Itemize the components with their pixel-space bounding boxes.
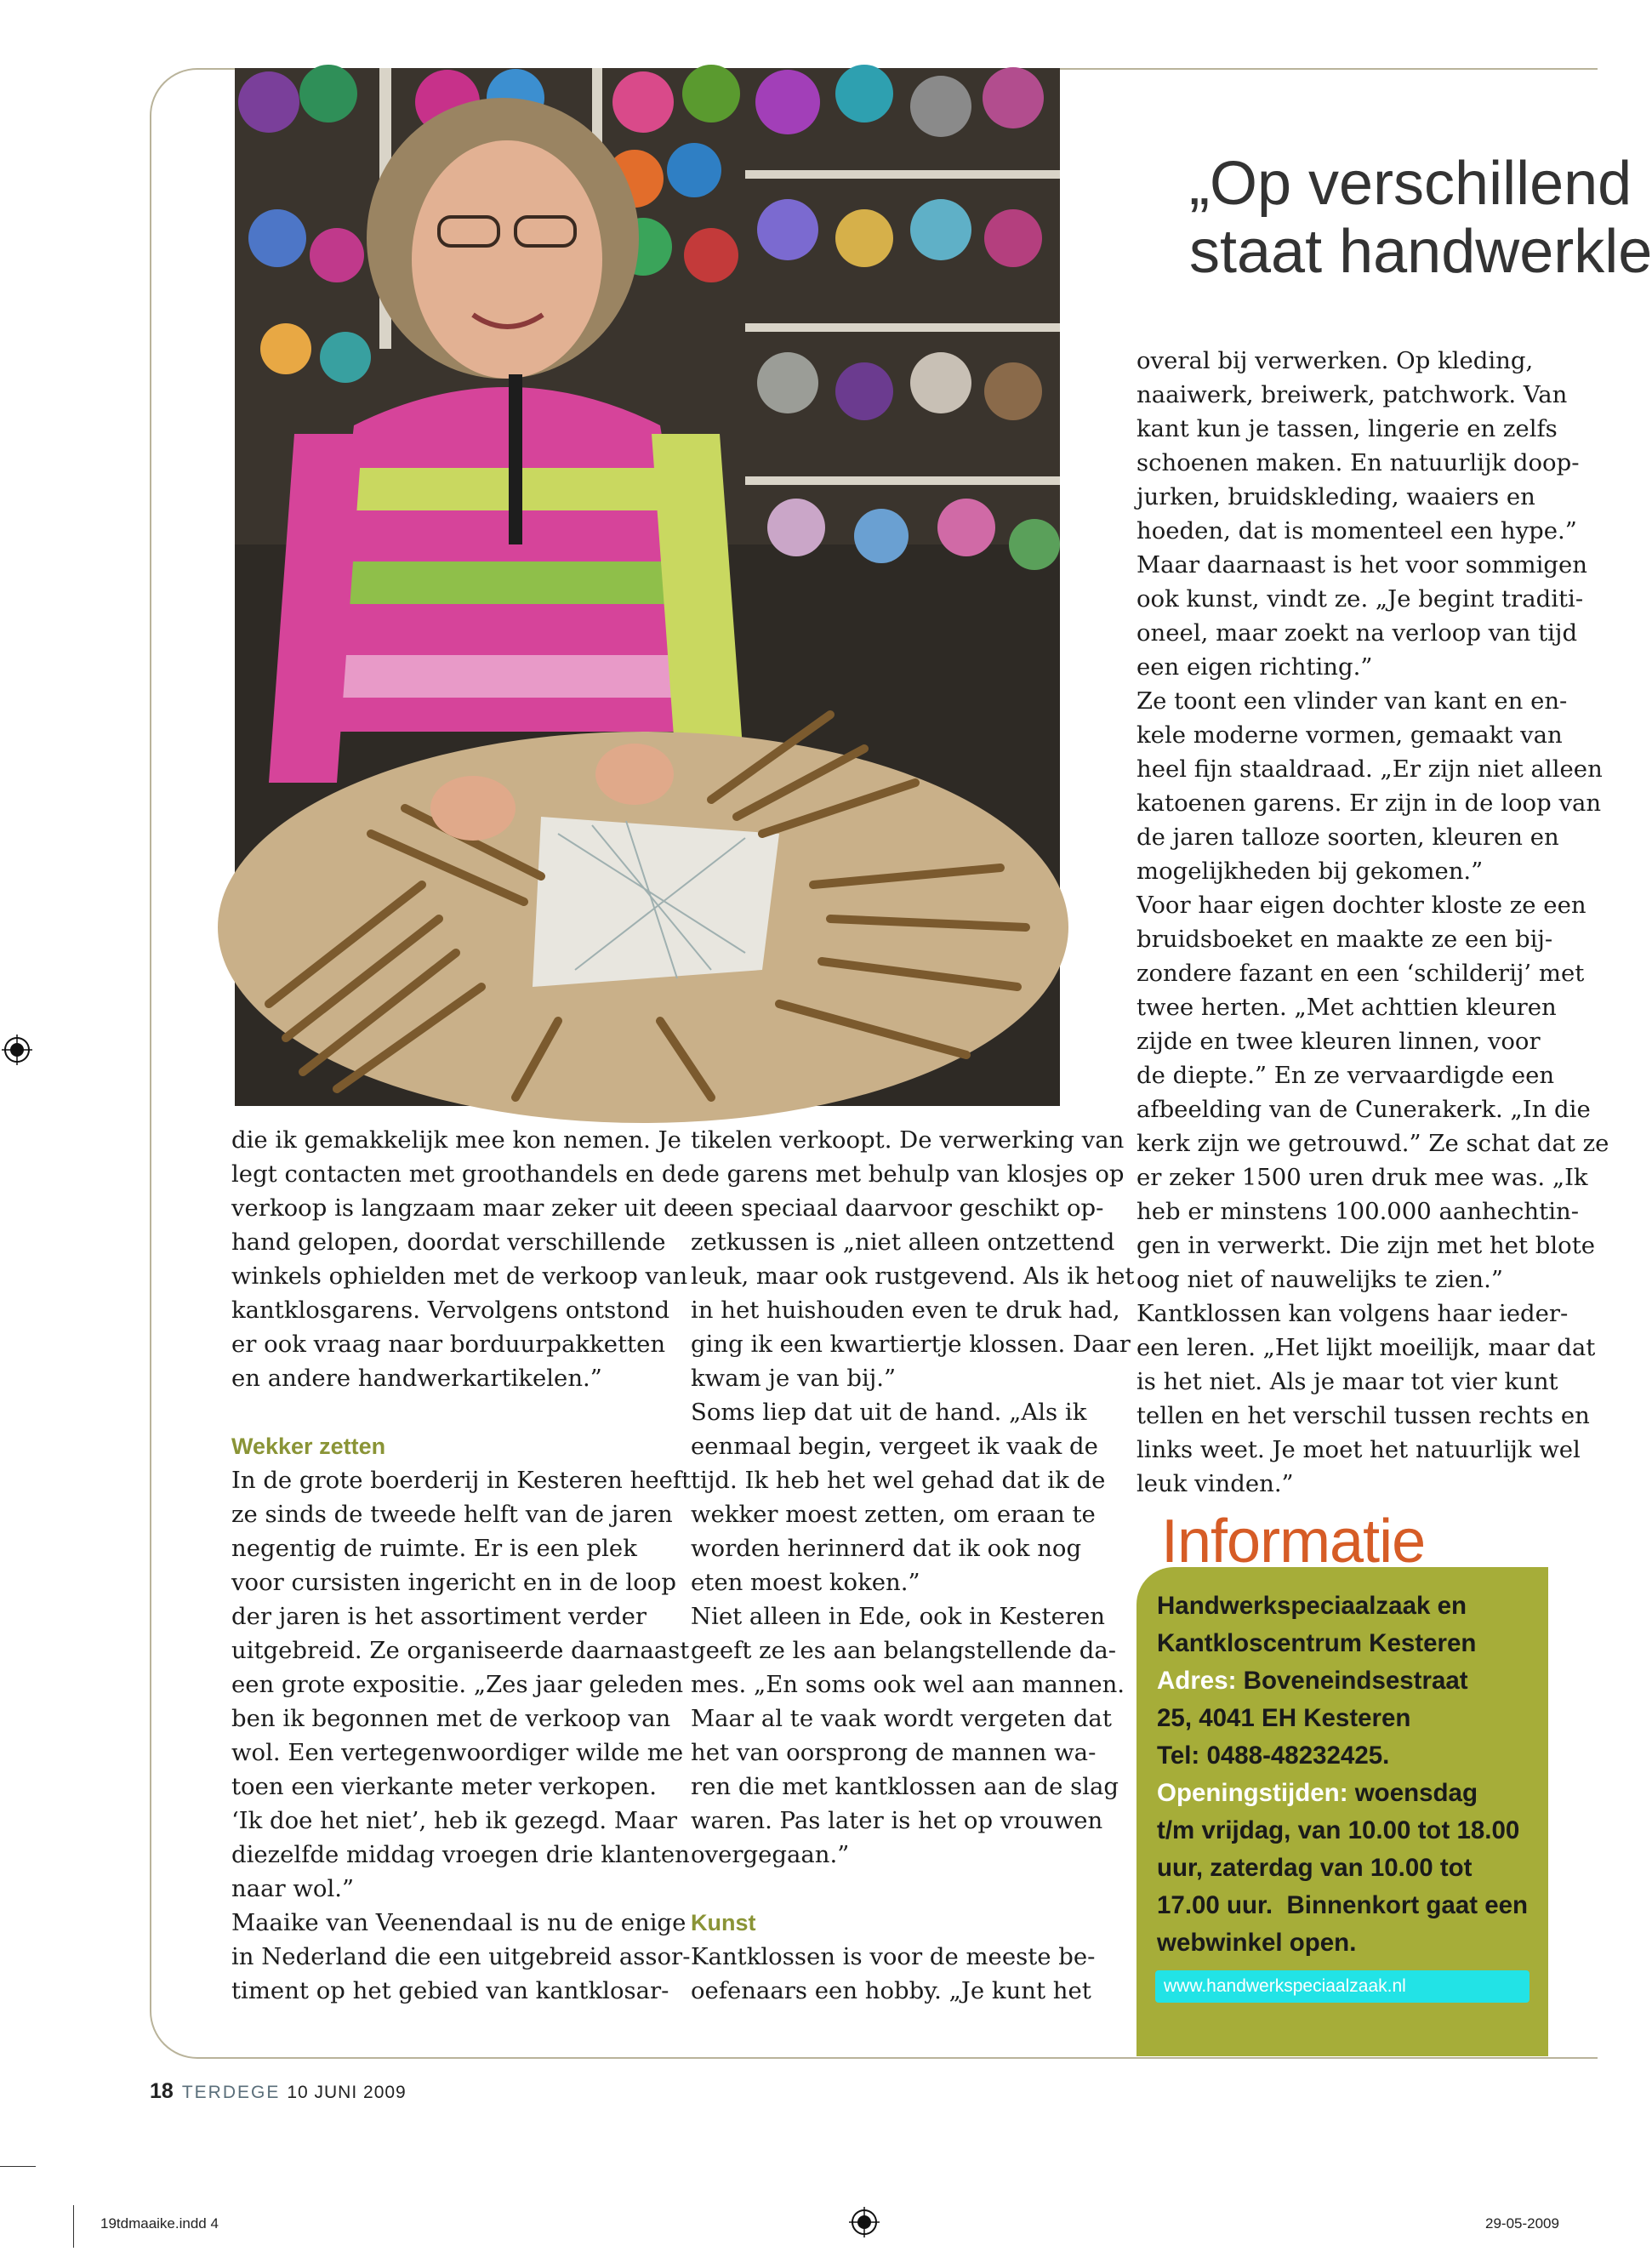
text-line: hoeden, dat is momenteel een hype.” (1136, 517, 1577, 544)
text-line: Kantklossen kan volgens haar ieder- (1136, 1300, 1569, 1327)
info-address (1157, 1662, 1548, 1700)
address-value: Boveneindsestraat (1236, 1667, 1468, 1695)
text-line: twee herten. „Met achttien kleuren (1136, 994, 1557, 1021)
text-line: Maaike van Veenendaal is nu de enige (231, 1909, 686, 1936)
text-line: tijd. Ik heb het wel gehad dat ik de (691, 1467, 1106, 1494)
text-line: eten moest koken.” (691, 1569, 920, 1596)
info-hours-line: uur, zaterdag van 10.00 tot (1157, 1854, 1473, 1882)
text-line: timent op het gebied van kantklosar- (231, 1977, 669, 2004)
text-line: er ook vraag naar borduurpakketten (231, 1331, 666, 1358)
text-line: kele moderne vormen, gemaakt van (1136, 721, 1563, 749)
text-line: die ik gemakkelijk mee kon nemen. Je (231, 1126, 681, 1154)
text-line: tellen en het verschil tussen rechts en (1136, 1402, 1590, 1429)
pull-quote (1189, 150, 1652, 286)
text-line: leuk vinden.” (1136, 1470, 1294, 1497)
text-line: kant kun je tassen, lingerie en zelfs (1136, 415, 1558, 442)
text-line: ze sinds de tweede helft van de jaren (231, 1501, 673, 1528)
registration-mark-icon (2, 1035, 32, 1065)
text-line: ging ik een kwartiertje klossen. Daar (691, 1331, 1131, 1358)
text-line: de jaren talloze soorten, kleuren en (1136, 824, 1559, 851)
text-line: Voor haar eigen dochter kloste ze een (1136, 892, 1586, 919)
text-line: schoenen maken. En natuurlijk doop- (1136, 449, 1580, 476)
text-line: der jaren is het assortiment verder (231, 1603, 647, 1630)
text-line: toen een vierkante meter verkopen. (231, 1773, 657, 1800)
text-line: Niet alleen in Ede, ook in Kesteren (691, 1603, 1106, 1630)
text-line: zetkussen is „niet alleen ontzettend (691, 1228, 1115, 1256)
text-line: ook kunst, vindt ze. „Je begint traditi- (1136, 585, 1584, 613)
website-link[interactable]: www.handwerkspeciaalzaak.nl (1155, 1970, 1530, 2003)
article-column-2 (691, 1123, 1135, 2008)
text-line: uitgebreid. Ze organiseerde daarnaast (231, 1637, 690, 1664)
text-line: bruidsboeket en maakte ze een bij- (1136, 926, 1553, 953)
text-line: Maar daarnaast is het voor sommigen (1136, 551, 1587, 579)
text-line: heb er minstens 100.000 aanhechtin- (1136, 1198, 1579, 1225)
text-line: een leren. „Het lijkt moeilijk, maar dat (1136, 1334, 1596, 1361)
slug-filename: 19tdmaaike.indd 4 (100, 2215, 219, 2232)
text-line: negentig de ruimte. Er is een plek (231, 1535, 637, 1562)
text-line: heel fijn staaldraad. „Er zijn niet alleen (1136, 755, 1603, 783)
text-line: naaiwerk, breiwerk, patchwork. Van (1136, 381, 1568, 408)
article-column-3 (1136, 344, 1609, 1501)
text-line: naar wol.” (231, 1875, 355, 1902)
text-line: Maar al te vaak wordt vergeten dat (691, 1705, 1112, 1732)
text-line: oog niet of nauwelijks te zien.” (1136, 1266, 1503, 1293)
text-line: is het niet. Als je maar tot vier kunt (1136, 1368, 1558, 1395)
text-line: kantklosgarens. Vervolgens ontstond (231, 1297, 670, 1324)
text-line: voor cursisten ingericht en in de loop (231, 1569, 676, 1596)
text-line: worden herinnerd dat ik ook nog (691, 1535, 1082, 1562)
text-line: mes. „En soms ook wel aan mannen. (691, 1671, 1125, 1698)
info-phone: Tel: 0488-48232425. (1157, 1741, 1390, 1770)
page-number: 18 (150, 2079, 174, 2103)
text-line: zondere fazant en een ‘schilderij’ met (1136, 960, 1585, 987)
pull-quote-line-2: staat handwerkle (1189, 218, 1652, 286)
info-details (1157, 1588, 1548, 1962)
text-line: oneel, maar zoekt na verloop van tijd (1136, 619, 1578, 647)
text-line: de diepte.” En ze vervaardigde een (1136, 1062, 1555, 1089)
text-line: een grote expositie. „Zes jaar geleden (231, 1671, 684, 1698)
text-line: In de grote boerderij in Kesteren heeft (231, 1467, 692, 1494)
registration-mark-icon (849, 2207, 880, 2237)
issue-date: 10 JUNI 2009 (287, 2083, 407, 2102)
page-footer (150, 2079, 407, 2104)
text-line: katoenen garens. Er zijn in de loop van (1136, 789, 1602, 817)
text-line: geeft ze les aan belangstellende da- (691, 1637, 1117, 1664)
text-line: jurken, bruidskleding, waaiers en (1136, 483, 1535, 510)
text-line: links weet. Je moet het natuurlijk wel (1136, 1436, 1581, 1463)
magazine-name: TERDEGE (181, 2083, 281, 2102)
text-line: ben ik begonnen met de verkoop van (231, 1705, 671, 1732)
info-shop-name: Handwerkspeciaalzaak en (1157, 1592, 1467, 1620)
text-line: Soms liep dat uit de hand. „Als ik (691, 1399, 1087, 1426)
text-line: overal bij verwerken. Op kleding, (1136, 347, 1534, 374)
text-line: Kantklossen is voor de meeste be- (691, 1943, 1096, 1970)
text-line: leuk, maar ook rustgevend. Als ik het (691, 1263, 1135, 1290)
text-line: er zeker 1500 uren druk mee was. „Ik (1136, 1164, 1588, 1191)
text-line: wol. Een vertegenwoordiger wilde me (231, 1739, 684, 1766)
text-line: verkoop is langzaam maar zeker uit de (231, 1194, 692, 1222)
text-line: hand gelopen, doordat verschillende (231, 1228, 666, 1256)
text-line: in het huishouden even te druk had, (691, 1297, 1120, 1324)
text-line: in Nederland die een uitgebreid assor- (231, 1943, 691, 1970)
pull-quote-line-1: „Op verschillend (1189, 150, 1632, 218)
article-column-1 (231, 1123, 692, 2008)
info-hours-line: webwinkel open. (1157, 1929, 1357, 1957)
text-line: gen in verwerkt. Die zijn met het blote (1136, 1232, 1596, 1259)
text-line: zijde en twee kleuren linnen, voor (1136, 1028, 1541, 1055)
text-line: diezelfde middag vroegen drie klanten (231, 1841, 690, 1868)
info-hours-line: 17.00 uur. Binnenkort gaat een (1157, 1891, 1529, 1919)
info-hours-line: t/m vrijdag, van 10.00 tot 18.00 (1157, 1816, 1520, 1844)
crop-mark (73, 2205, 74, 2248)
text-line: kerk zijn we getrouwd.” Ze schat dat ze (1136, 1130, 1609, 1157)
text-line: wekker moest zetten, om eraan te (691, 1501, 1096, 1528)
text-line: het van oorsprong de mannen wa- (691, 1739, 1097, 1766)
text-line: Ze toont een vlinder van kant en en- (1136, 687, 1568, 715)
info-title: Informatie (1161, 1508, 1426, 1576)
text-line: een speciaal daarvoor geschikt op- (691, 1194, 1104, 1222)
hours-label: Openingstijden: (1157, 1779, 1348, 1807)
address-label: Adres: (1157, 1667, 1237, 1695)
text-line: afbeelding van de Cunerakerk. „In die (1136, 1096, 1591, 1123)
info-hours (1157, 1775, 1548, 1812)
text-line: tikelen verkoopt. De verwerking van (691, 1126, 1125, 1154)
text-line: en andere handwerkartikelen.” (231, 1365, 602, 1392)
crop-mark (0, 2166, 36, 2167)
text-line: kwam je van bij.” (691, 1365, 897, 1392)
text-line: winkels ophielden met de verkoop van (231, 1263, 688, 1290)
text-line: een eigen richting.” (1136, 653, 1373, 681)
text-line: oefenaars een hobby. „Je kunt het (691, 1977, 1091, 2004)
text-line: mogelijkheden bij gekomen.” (1136, 858, 1484, 885)
subheading-kunst: Kunst (691, 1910, 756, 1935)
text-line: de garens met behulp van klosjes op (691, 1160, 1125, 1188)
text-line: overgegaan.” (691, 1841, 850, 1868)
info-address-line: 25, 4041 EH Kesteren (1157, 1704, 1411, 1732)
article-photo (235, 68, 1060, 1106)
slug-date: 29-05-2009 (1485, 2215, 1559, 2232)
text-line: eenmaal begin, vergeet ik vaak de (691, 1433, 1098, 1460)
text-line: ren die met kantklossen aan de slag (691, 1773, 1119, 1800)
subheading-wekker-zetten: Wekker zetten (231, 1434, 386, 1459)
photo-illustration (235, 68, 1060, 1106)
text-line: ‘Ik doe het niet’, heb ik gezegd. Maar (231, 1807, 677, 1834)
hours-value: woensdag (1347, 1779, 1478, 1807)
text-line: waren. Pas later is het op vrouwen (691, 1807, 1103, 1834)
info-shop-name: Kantkloscentrum Kesteren (1157, 1629, 1477, 1657)
text-line: legt contacten met groothandels en de (231, 1160, 691, 1188)
